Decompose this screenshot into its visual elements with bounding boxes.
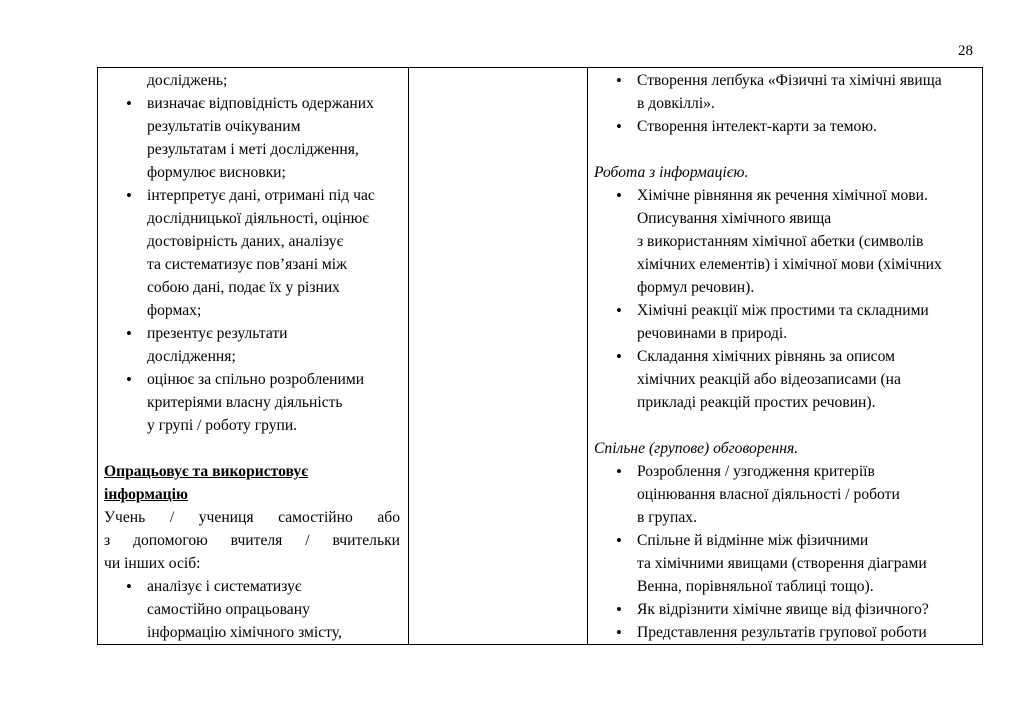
list-item	[104, 575, 400, 644]
paragraph-line: з допомогою вчителя / вчительки	[104, 532, 400, 549]
activities-list-c	[594, 460, 976, 644]
list-item-line: собою дані, подає їх у різних	[147, 279, 340, 296]
list-item-line: • аналізує і систематизує	[147, 578, 302, 595]
heading-line: Опрацьовує та використовує	[104, 463, 308, 480]
outcomes-list-b	[104, 575, 400, 644]
paragraph-line: чи інших осіб:	[104, 555, 201, 572]
activities-list-b	[594, 184, 976, 414]
list-item-line: оцінювання власної діяльності / роботи	[637, 486, 900, 503]
list-item-line: результатів очікуваним	[147, 118, 301, 135]
section-heading-information	[104, 460, 400, 506]
list-item-line: дослідницької діяльності, оцінює	[147, 210, 369, 227]
list-item-line: • презентує результати	[147, 325, 288, 342]
outcomes-list-a	[104, 92, 400, 437]
list-item-line: Венна, порівняльної таблиці тощо).	[637, 578, 874, 595]
section-title-group-discussion: Спільне (групове) обговорення.	[594, 440, 799, 457]
list-item-line: самостійно опрацьовану	[147, 601, 310, 618]
list-item-line: • Як відрізнити хімічне явище від фізичного?	[637, 601, 929, 618]
list-item	[594, 621, 976, 644]
list-item-line: • Розроблення / узгодження критеріїв	[637, 463, 875, 480]
heading-line: інформацію	[104, 486, 188, 503]
activities-cell	[588, 68, 983, 645]
list-item	[594, 598, 976, 621]
section-title-information-work: Робота з інформацією.	[594, 164, 749, 181]
outcomes-cell	[98, 68, 409, 645]
list-item-line: та хімічними явищами (створення діаграми	[637, 555, 927, 572]
continued-line: досліджень;	[147, 72, 228, 89]
list-item-line: • Представлення результатів групової роботи	[637, 624, 927, 641]
page-number: 28	[958, 43, 973, 59]
list-item-line: прикладі реакцій простих речовин).	[637, 394, 876, 411]
list-item-line: хімічних елементів) і хімічної мови (хімічних	[637, 256, 942, 273]
list-item	[104, 368, 400, 437]
list-item-line: достовірність даних, аналізує	[147, 233, 344, 250]
list-item-line: • інтерпретує дані, отримані під час	[147, 187, 375, 204]
list-item-line: дослідження;	[147, 348, 236, 365]
list-item-line: • Створення лепбука «Фізичні та хімічні явища	[637, 72, 942, 89]
list-item-line: формул речовин).	[637, 279, 755, 296]
list-item-line: формах;	[147, 302, 202, 319]
list-item-line: • Створення інтелект-карти за темою.	[637, 118, 877, 135]
list-item	[104, 184, 400, 322]
paragraph-line: Учень / учениця самостійно або	[104, 509, 400, 526]
list-item-line: у групі / роботу групи.	[147, 417, 298, 434]
list-item	[594, 69, 976, 115]
list-item-line: інформацію хімічного змісту,	[147, 624, 342, 641]
list-item-line: формулює висновки;	[147, 164, 286, 181]
empty-cell	[409, 68, 588, 645]
list-item-line: Описування хімічного явища	[637, 210, 832, 227]
list-item-line: та систематизує пов’язані між	[147, 256, 347, 273]
activities-list-a	[594, 69, 976, 138]
spacer	[594, 138, 976, 161]
list-item	[594, 184, 976, 299]
list-item-line: • Хімічні реакції між простими та складними	[637, 302, 929, 319]
list-item-line: • Складання хімічних рівнянь за описом	[637, 348, 895, 365]
list-item-line: критеріями власну діяльність	[147, 394, 343, 411]
list-item	[104, 322, 400, 368]
list-item-line: в довкіллі».	[637, 95, 715, 112]
spacer	[594, 414, 976, 437]
list-item	[594, 529, 976, 598]
list-item-line: речовинами в природі.	[637, 325, 788, 342]
list-item-line: з використанням хімічної абетки (символів	[637, 233, 924, 250]
spacer	[104, 437, 400, 460]
list-item	[104, 92, 400, 184]
curriculum-table	[97, 67, 983, 645]
list-item-line: в групах.	[637, 509, 698, 526]
list-item	[594, 345, 976, 414]
list-item-line: • Спільне й відмінне між фізичними	[637, 532, 869, 549]
list-item-line: результатам і меті дослідження,	[147, 141, 359, 158]
list-item-line: хімічних реакцій або відеозаписами (на	[637, 371, 901, 388]
list-item	[594, 115, 976, 138]
list-item	[594, 299, 976, 345]
list-item	[594, 460, 976, 529]
table-row	[98, 68, 983, 645]
intro-paragraph	[104, 506, 400, 575]
list-item-line: • визначає відповідність одержаних	[147, 95, 374, 112]
list-item-line: • оцінює за спільно розробленими	[147, 371, 365, 388]
list-item-line: • Хімічне рівняння як речення хімічної мови.	[637, 187, 928, 204]
